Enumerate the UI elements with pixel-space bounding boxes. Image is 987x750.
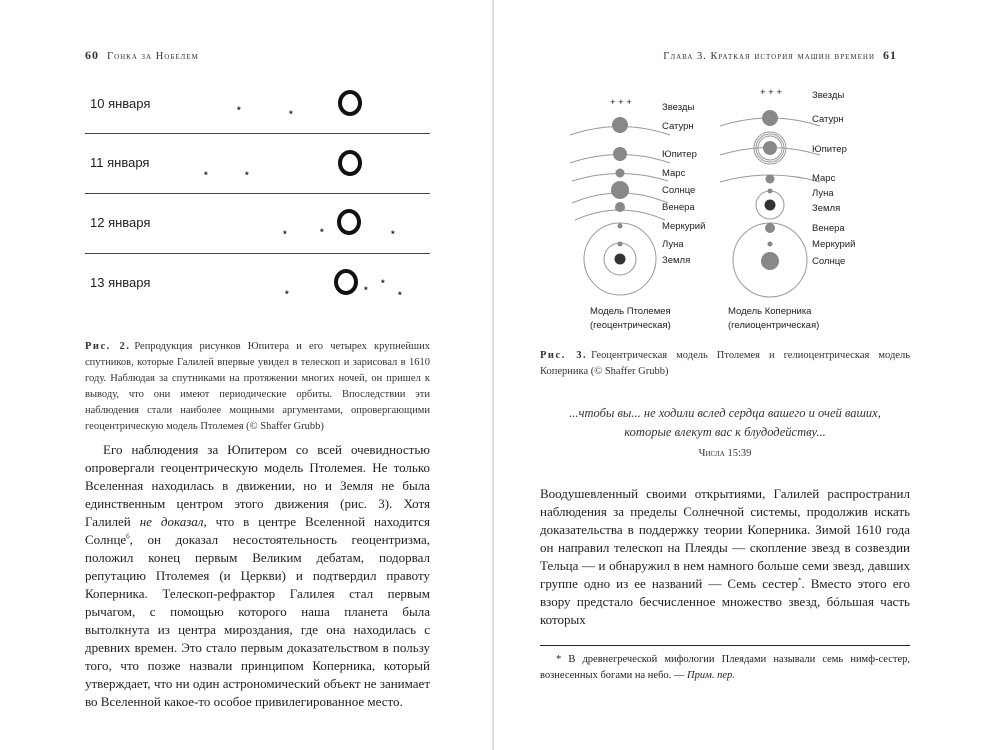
saturn-icon — [612, 117, 628, 133]
moon-star-icon: * — [289, 109, 293, 120]
moon-star-icon: * — [320, 227, 324, 238]
model-title: Модель Птолемея — [590, 306, 671, 317]
caption-text: Репродукция рисунков Юпитера и его четырех крупнейших спутников, которые Галилей впервые увидел в телескоп и зарисовал в 1610 году. Наблюдая за спутниками на протяжении многих ночей, он пришел к выводу, что они имеют периодические орбиты. Впоследствии эти наблюдения стали наиболее мощными аргументами, опровергающими геоцентрическую модель Птолемея (© Shaffer Grubb) — [85, 341, 430, 432]
label: Солнце — [812, 256, 846, 267]
moon-star-icon: * — [237, 105, 241, 116]
label: Марс — [812, 173, 836, 184]
label: Юпитер — [812, 144, 847, 155]
text: . Вместо этого его взору предстало бесчисленное множество звезд, бóльшая часть которых — [540, 576, 910, 627]
text: Его наблюдения за Юпитером со всей очевидностью опровергали геоцентрическую модель Птолемея. Не только Вселенная находилась в движении, но и Земля не была единственным центром этого движения (рис. 3). Хотя Галилей — [85, 442, 430, 529]
label: Марс — [662, 168, 686, 179]
left-running-head — [85, 48, 199, 63]
label: Меркурий — [662, 221, 706, 232]
jupiter-icon — [340, 152, 360, 174]
copernicus-labels — [728, 90, 855, 331]
left-body-text — [85, 441, 430, 711]
text: Воодушевленный своими открытиями, Галилей распространил наблюдения за пределы Солнечной системы, продолжив искать доказательства в поддержку теории Коперника. Зимой 1610 года он направил телескоп на Плеяды — скопление звезд в созвездии Тельца — и обнаружил в нем намного больше семи звезд, давших группе одно из ее названий — Семь сестер — [540, 486, 910, 591]
text: , что в центре Вселенной находится Солнце — [85, 514, 431, 547]
epigraph-source: Числа 15:39 — [698, 448, 752, 459]
moon-star-icon: * — [283, 229, 287, 240]
model-title: Модель Коперника — [728, 306, 812, 317]
ptolemy-labels — [590, 102, 705, 331]
label: Луна — [662, 239, 684, 250]
moon-star-icon: * — [285, 289, 289, 300]
earth-icon — [615, 254, 626, 265]
figure-2-caption — [85, 339, 430, 435]
epigraph-line: которые влекут вас к блудодейству... — [624, 425, 826, 439]
caption-label: Рис. 3. — [540, 350, 588, 361]
right-body-text — [540, 485, 910, 629]
text: , он доказал несостоятельность геоцентризма, положил конец первым Великим дебатам, подорвал репутацию Птолемея (и Церкви) и подтвердил правоту Коперника. Телескоп-рефрактор Галилея стал первым рычагом, с помощью которого наша планета была вытолкнута из центра мироздания, где она находилась с древних времен. Это стало первым доказательством в пользу того, что позже назвали принципом Коперника, который утверждает, что ни один астрономический объект не занимает во Вселенной какое-то особое привилегированное место. — [85, 532, 430, 709]
page-number: 60 — [85, 48, 99, 62]
moon-star-icon: * — [398, 290, 402, 301]
label: Венера — [662, 202, 695, 213]
caption-text: Геоцентрическая модель Птолемея и гелиоцентрическая модель Коперника (© Shaffer Grubb) — [540, 350, 910, 377]
jupiter-sketches — [0, 80, 490, 310]
jupiter-icon — [339, 211, 359, 233]
running-head-text: Глава 3. Краткая история машин времени — [663, 51, 875, 62]
model-subtitle: (геоцентрическая) — [590, 320, 671, 331]
page-number: 61 — [883, 48, 897, 62]
row-label: 12 января — [90, 215, 151, 230]
sun-icon — [761, 252, 779, 270]
solar-models-diagram — [560, 80, 880, 340]
right-text-column — [540, 348, 910, 684]
label: Солнце — [662, 185, 696, 196]
epigraph-line: ...чтобы вы... не ходили вслед сердца вашего и очей ваших, — [569, 406, 881, 420]
stars-icon: + + + — [610, 97, 632, 108]
moon-star-icon: * — [245, 170, 249, 181]
label: Юпитер — [662, 149, 697, 160]
row-label: 10 января — [90, 96, 151, 111]
caption-label: Рис. 2. — [85, 341, 131, 352]
emphasis: не доказал — [139, 514, 204, 529]
footnote-ref[interactable]: * — [797, 576, 802, 585]
jupiter-icon — [336, 271, 356, 293]
label: Венера — [812, 223, 845, 234]
label: Сатурн — [662, 121, 694, 132]
row-label: 13 января — [90, 275, 151, 290]
running-head-text: Гонка за Нобелем — [107, 51, 199, 62]
left-text-column — [85, 339, 430, 711]
footnote-text: * В древнегреческой мифологии Плеядами называли семь нимф-сестер, вознесенных богами на небо. — — [540, 654, 910, 681]
right-running-head — [663, 48, 905, 63]
label: Земля — [812, 203, 841, 214]
moon-star-icon: * — [364, 285, 368, 296]
model-subtitle: (гелиоцентрическая) — [728, 320, 820, 331]
label: Земля — [662, 255, 691, 266]
footnote-rule — [540, 645, 910, 646]
moon-star-icon: * — [381, 278, 385, 289]
moon-star-icon: * — [204, 170, 208, 181]
book-gutter — [492, 0, 494, 750]
label: Меркурий — [812, 239, 856, 250]
label: Сатурн — [812, 114, 844, 125]
footnote — [540, 652, 910, 684]
row-label: 11 января — [90, 155, 150, 170]
jupiter-icon — [340, 92, 360, 114]
label: Луна — [812, 188, 834, 199]
epigraph — [540, 404, 910, 463]
footnote-ref[interactable]: 6 — [126, 532, 130, 541]
stars-icon: + + + — [760, 87, 782, 98]
footnote-emphasis: Прим. пер. — [687, 670, 735, 681]
figure-3-caption — [540, 348, 910, 380]
label: Звезды — [662, 102, 695, 113]
moon-star-icon: * — [391, 229, 395, 240]
label: Звезды — [812, 90, 845, 101]
